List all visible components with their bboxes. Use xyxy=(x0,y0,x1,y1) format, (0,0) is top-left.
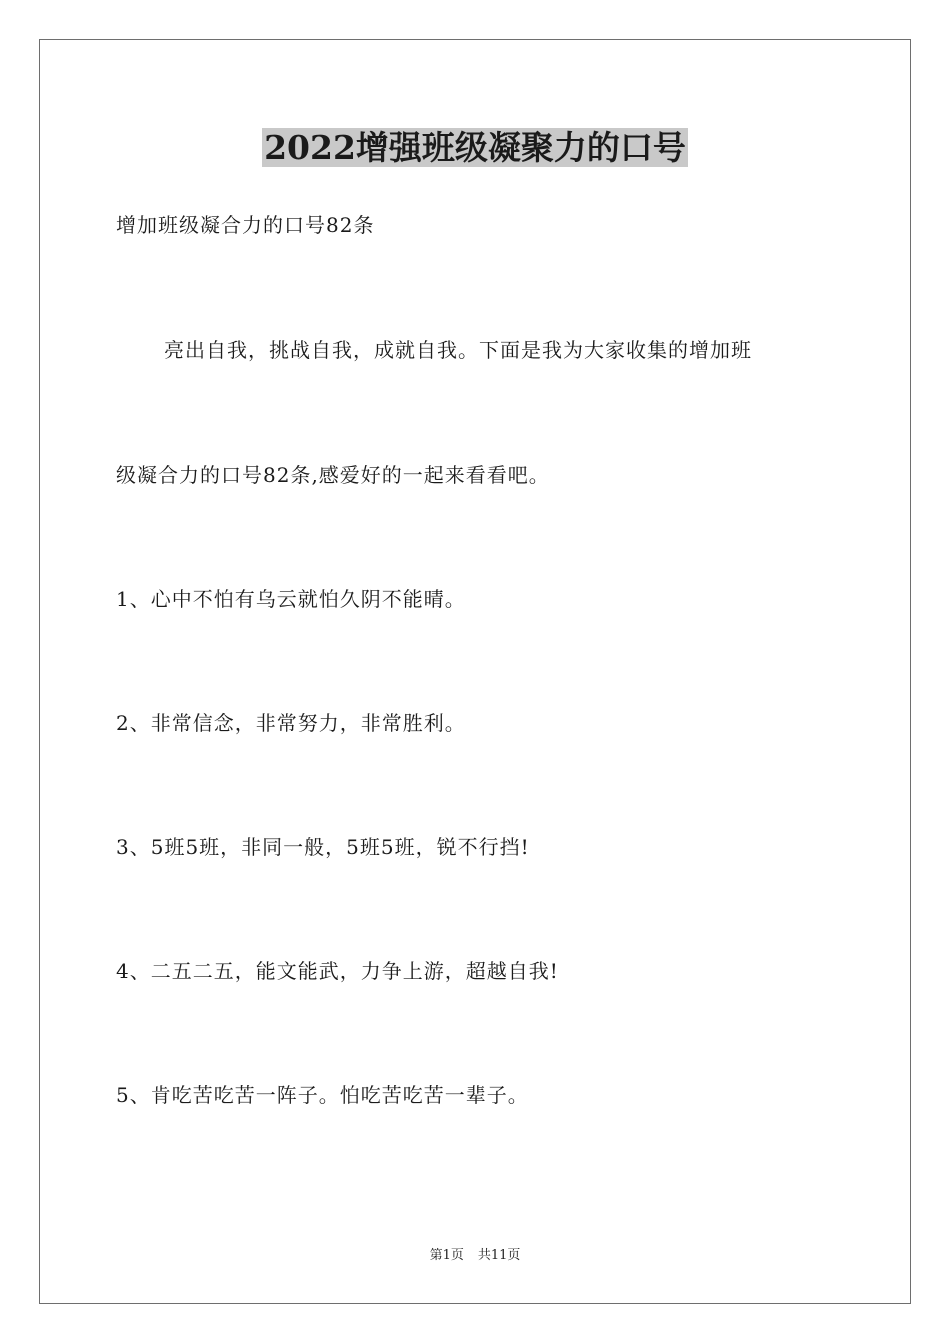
list-item: 5、肯吃苦吃苦一阵子。怕吃苦吃苦一辈子。 xyxy=(116,1083,529,1107)
list-item: 2、非常信念，非常努力，非常胜利。 xyxy=(116,711,466,735)
list-item: 3、5班5班，非同一般，5班5班，锐不行挡! xyxy=(116,835,530,859)
title-text: 2022增强班级凝聚力的口号 xyxy=(264,128,686,167)
page-total: 共11页 xyxy=(477,1248,521,1263)
intro-line-1: 亮出自我，挑战自我，成就自我。下面是我为大家收集的增加班 xyxy=(164,338,752,362)
intro-line-2: 级凝合力的口号82条,感爱好的一起来看看吧。 xyxy=(116,463,550,487)
subtitle: 增加班级凝合力的口号82条 xyxy=(116,213,375,237)
list-item: 1、心中不怕有乌云就怕久阴不能晴。 xyxy=(116,587,466,611)
page-footer xyxy=(0,1247,950,1265)
list-item: 4、二五二五，能文能武，力争上游，超越自我! xyxy=(116,959,559,983)
page-number: 第1页 xyxy=(429,1248,464,1263)
document-title xyxy=(0,126,950,170)
